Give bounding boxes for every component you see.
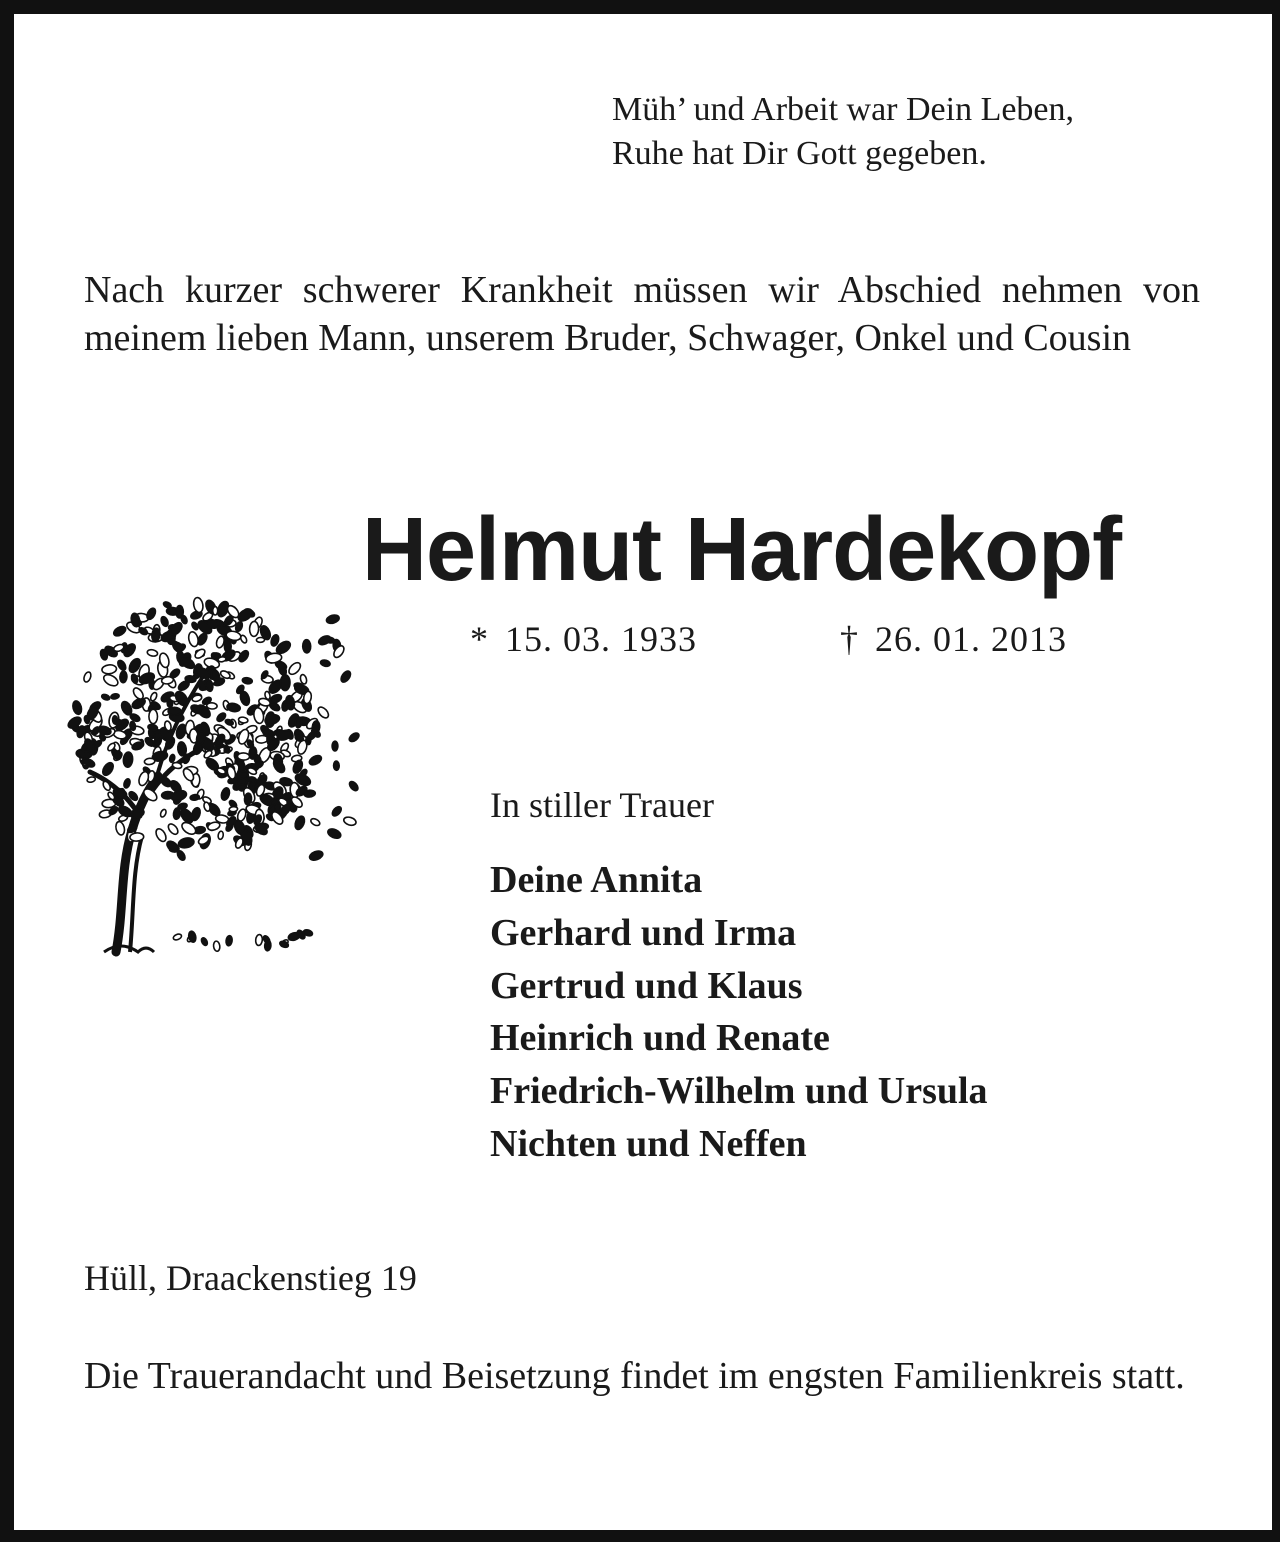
memorial-verse-line-1: Müh’ und Arbeit war Dein Leben, [612, 91, 1075, 128]
mourner-name: Friedrich-Wilhelm und Ursula [490, 1070, 988, 1113]
death-date: 26. 01. 2013 [875, 619, 1067, 659]
death-date-line [840, 616, 1067, 662]
mourner-name: Heinrich und Renate [490, 1017, 830, 1060]
intro-text: Nach kurzer schwerer Krankheit müssen wir Abschied nehmen von meinem lieben Mann, unserem Bruder, Schwager, Onkel und Cousin [84, 269, 1200, 359]
deceased-name: Helmut Hardekopf [362, 500, 1122, 600]
mourner-name: Deine Annita [490, 859, 703, 901]
memorial-verse-line-2: Ruhe hat Dir Gott gegeben. [612, 135, 987, 172]
memorial-verse [612, 88, 1074, 176]
mourner-name: Gertrud und Klaus [490, 964, 803, 1007]
windblown-tree-icon [46, 580, 366, 960]
mourner-list [490, 854, 988, 1171]
mourner-name: Nichten und Neffen [490, 1122, 807, 1165]
birth-date: 15. 03. 1933 [505, 619, 697, 659]
family-address: Hüll, Draackenstieg 19 [84, 1258, 417, 1298]
funeral-notice: Die Trauerandacht und Beisetzung findet im engsten Familienkreis statt. [84, 1355, 1185, 1397]
birth-date-line [470, 616, 697, 662]
mourner-name: Gerhard und Irma [490, 911, 797, 954]
death-symbol: † [840, 619, 859, 659]
birth-symbol: * [470, 619, 489, 659]
mourning-heading: In stiller Trauer [490, 785, 714, 825]
